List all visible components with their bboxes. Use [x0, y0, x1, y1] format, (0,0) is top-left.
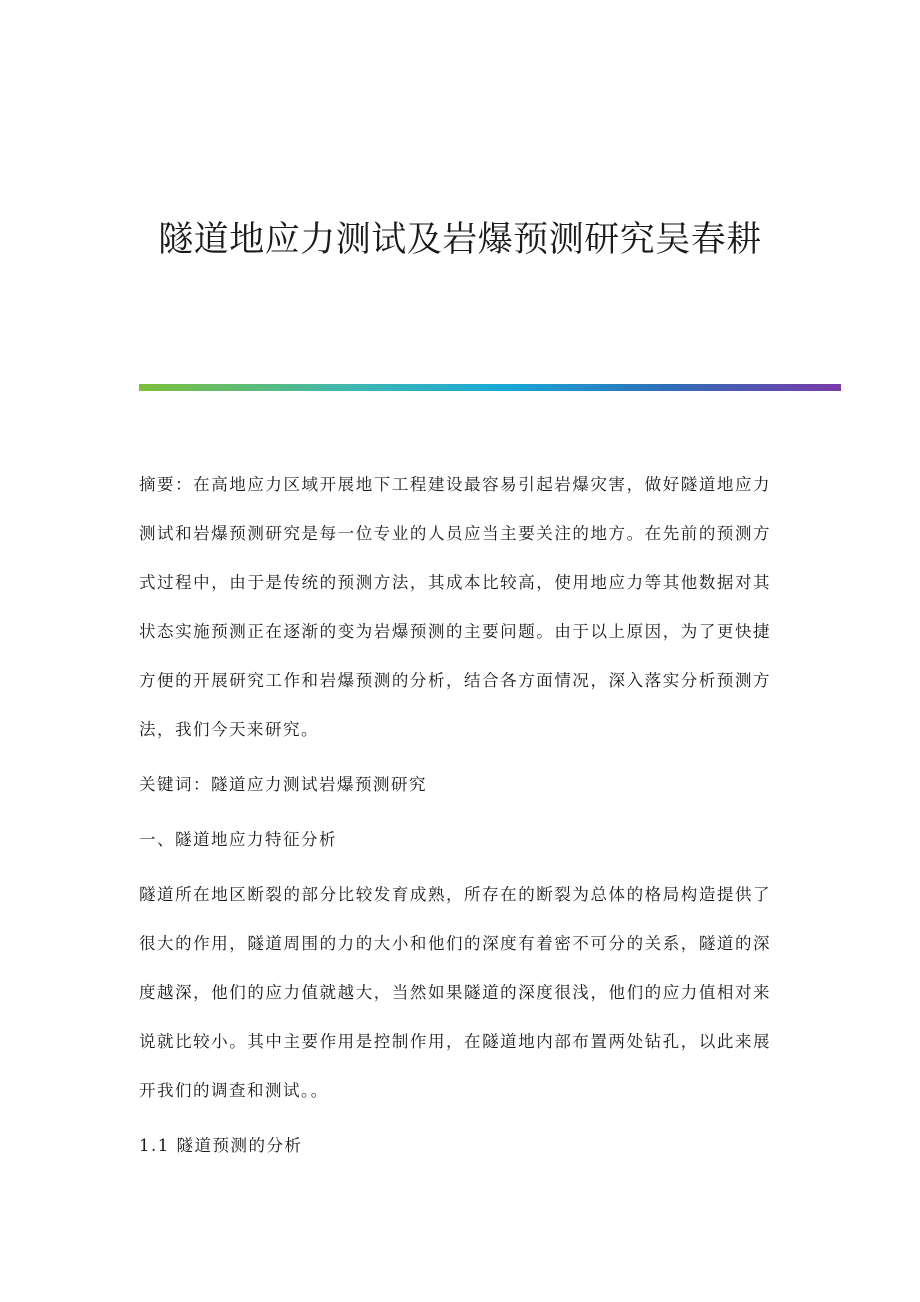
title-divider: [139, 384, 841, 391]
document-body: [139, 460, 771, 1170]
section-heading: 一、隧道地应力特征分析: [139, 830, 337, 849]
abstract-paragraph: 摘要：在高地应力区域开展地下工程建设最容易引起岩爆灾害，做好隧道地应力测试和岩爆预测研究是每一位专业的人员应当主要关注的地方。在先前的预测方式过程中，由于是传统的预测方法，其成本比较高，使用地应力等其他数据对其状态实施预测正在逐渐的变为岩爆预测的主要问题。由于以上原因，为了更快捷方便的开展研究工作和岩爆预测的分析，结合各方面情况，深入落实分析预测方法，我们今天来研究。: [139, 475, 771, 739]
subsection-heading: 1.1 隧道预测的分析: [139, 1136, 303, 1155]
section-paragraph: 隧道所在地区断裂的部分比较发育成熟，所存在的断裂为总体的格局构造提供了很大的作用，隧道周围的力的大小和他们的深度有着密不可分的关系，隧道的深度越深，他们的应力值就越大，当然如果隧道的深度很浅，他们的应力值相对来说就比较小。其中主要作用是控制作用，在隧道地内部布置两处钻孔，以此来展开我们的调查和测试。。: [139, 885, 771, 1100]
document-title: 隧道地应力测试及岩爆预测研究吴春耕: [158, 220, 762, 260]
keywords-line: 关键词：隧道应力测试岩爆预测研究: [139, 775, 427, 794]
